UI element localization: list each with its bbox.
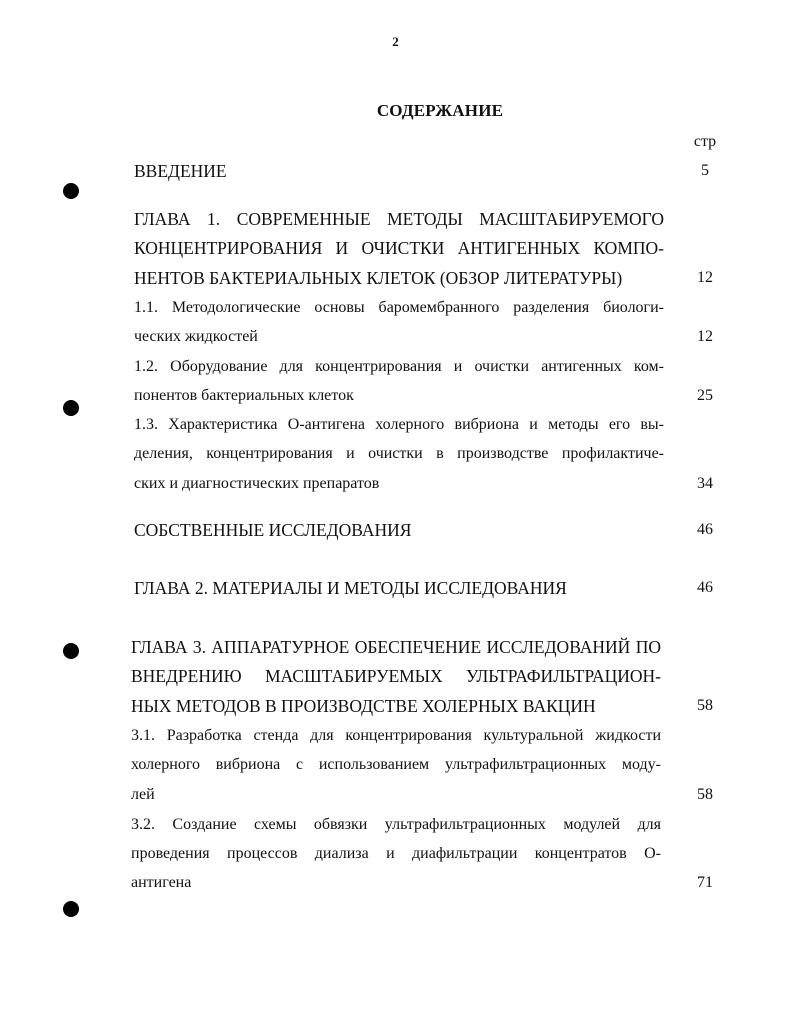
toc-entry-section-3-1: 3.1. Разработка стенда для концентрирования культуральной жидкости <box>131 727 661 744</box>
toc-page-number: 58 <box>697 697 713 714</box>
toc-entry-section-3-1: лей <box>131 786 155 803</box>
toc-entry-section-1-3: деления, концентрирования и очистки в производстве профилактиче- <box>134 445 664 462</box>
toc-page-number: 58 <box>697 786 713 803</box>
punch-hole <box>63 183 79 199</box>
toc-entry-chapter-3: ВНЕДРЕНИЮ МАСШТАБИРУЕМЫХ УЛЬТРАФИЛЬТРАЦИОН- <box>131 666 661 686</box>
toc-page-number: 12 <box>697 269 713 286</box>
toc-page-number: 34 <box>697 475 713 492</box>
toc-entry-chapter-1: НЕНТОВ БАКТЕРИАЛЬНЫХ КЛЕТОК (ОБЗОР ЛИТЕРАТУРЫ) <box>134 268 623 288</box>
toc-entry-section-1-3: 1.3. Характеристика О-антигена холерного вибриона и методы его вы- <box>134 416 664 433</box>
toc-page-number: 25 <box>697 387 713 404</box>
toc-entry-chapter-1: КОНЦЕНТРИРОВАНИЯ И ОЧИСТКИ АНТИГЕННЫХ КОМПО- <box>134 238 664 258</box>
toc-entry-chapter-2: ГЛАВА 2. МАТЕРИАЛЫ И МЕТОДЫ ИССЛЕДОВАНИЯ <box>134 578 567 598</box>
punch-hole <box>63 901 79 917</box>
toc-page-number: 46 <box>697 579 713 596</box>
toc-entry-section-1-3: ских и диагностических препаратов <box>134 475 380 492</box>
toc-page-number: 12 <box>697 328 713 345</box>
toc-page-number: 46 <box>697 521 713 538</box>
page-number: 2 <box>392 34 399 49</box>
toc-entry-section-3-1: холерного вибриона с использованием ультрафильтрационных моду- <box>131 756 661 773</box>
toc-entry-section-3-2: 3.2. Создание схемы обвязки ультрафильтрационных модулей для <box>131 816 661 833</box>
toc-entry-section-3-2: проведения процессов диализа и диафильтрации концентратов О- <box>131 845 661 862</box>
toc-entry-section-1-2: 1.2. Оборудование для концентрирования и очистки антигенных ком- <box>134 358 664 375</box>
toc-page-number: 5 <box>701 162 709 179</box>
toc-entry-chapter-3: НЫХ МЕТОДОВ В ПРОИЗВОДСТВЕ ХОЛЕРНЫХ ВАКЦИН <box>131 696 596 716</box>
toc-entry-section-3-2: антигена <box>131 874 192 891</box>
toc-entry-section-1-1: ческих жидкостей <box>134 328 258 345</box>
toc-entry-section-1-2: понентов бактериальных клеток <box>134 387 354 404</box>
punch-hole <box>63 400 79 416</box>
page-title: СОДЕРЖАНИЕ <box>376 101 504 120</box>
toc-entry-own-research: СОБСТВЕННЫЕ ИССЛЕДОВАНИЯ <box>134 520 412 540</box>
toc-entry-introduction: ВВЕДЕНИЕ <box>134 161 227 181</box>
toc-page-number: 71 <box>697 874 713 891</box>
toc-entry-section-1-1: 1.1. Методологические основы баромембранного разделения биологи- <box>134 299 664 316</box>
toc-entry-chapter-1: ГЛАВА 1. СОВРЕМЕННЫЕ МЕТОДЫ МАСШТАБИРУЕМОГО <box>134 209 664 229</box>
punch-hole <box>63 643 79 659</box>
toc-entry-chapter-3: ГЛАВА 3. АППАРАТУРНОЕ ОБЕСПЕЧЕНИЕ ИССЛЕДОВАНИЙ ПО <box>131 637 661 657</box>
page-column-label: стр <box>693 133 717 150</box>
